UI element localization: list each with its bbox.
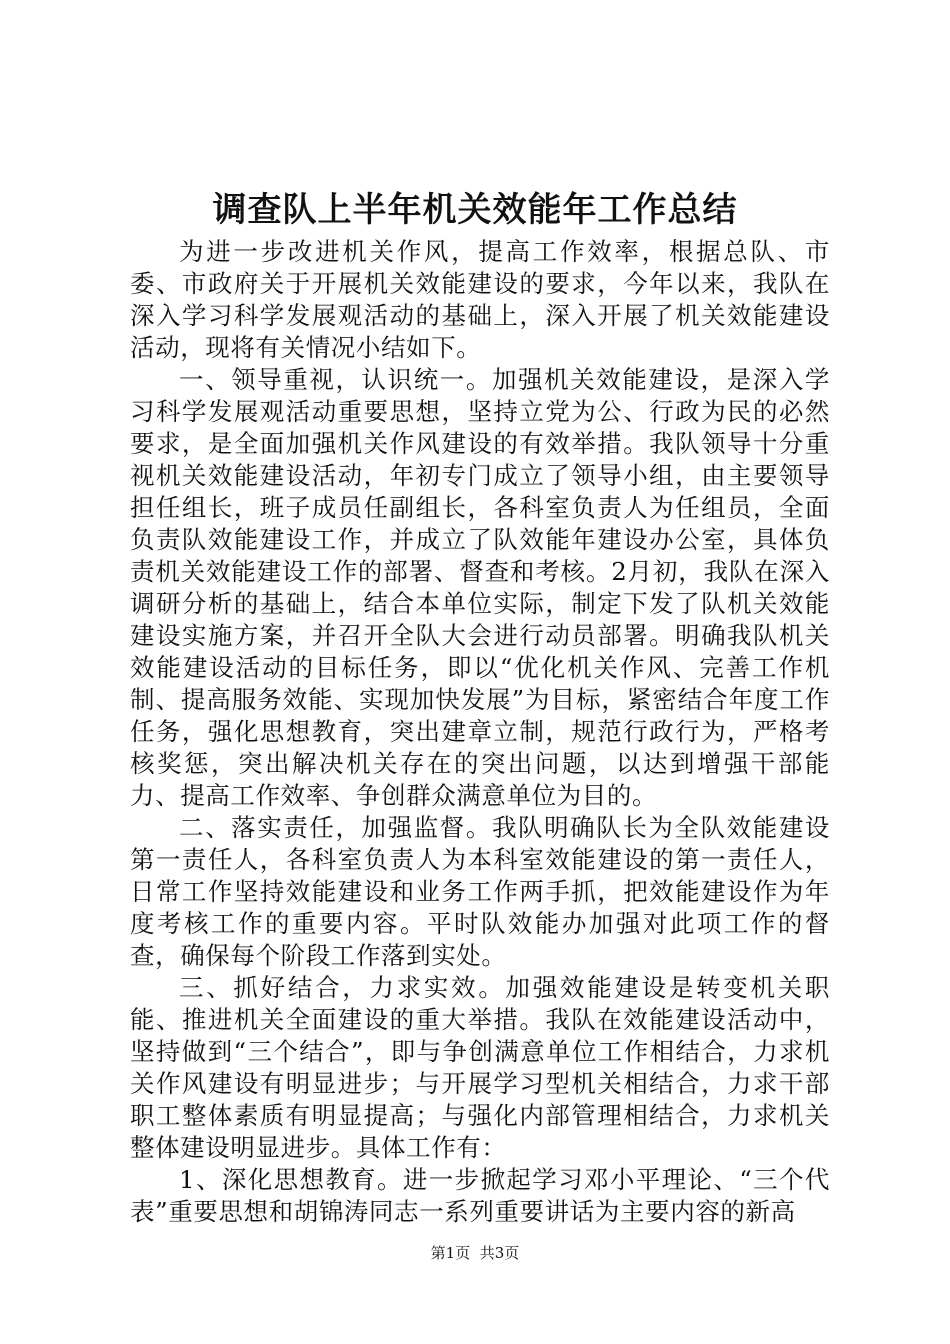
document-body [130,236,830,1228]
paragraph-item-1: 1、深化思想教育。进一步掀起学习邓小平理论、“三个代表”重要思想和胡锦涛同志一系列重要讲话为主要内容的新高 [130,1165,830,1226]
page-total: 共3页 [479,1244,520,1262]
paragraph-intro: 为进一步改进机关作风，提高工作效率，根据总队、市委、市政府关于开展机关效能建设的要求，今年以来，我队在深入学习科学发展观活动的基础上，深入开展了机关效能建设活动，现将有关情况小结如下。 [130,237,830,362]
page-footer [0,1243,950,1263]
paragraph-section-2: 二、落实责任，加强监督。我队明确队长为全队效能建设第一责任人，各科室负责人为本科室效能建设的第一责任人，日常工作坚持效能建设和业务工作两手抓，把效能建设作为年度考核工作的重要内容。平时队效能办加强对此项工作的督查，确保每个阶段工作落到实处。 [130,813,830,970]
page-number: 第1页 [430,1244,471,1262]
document-title: 调查队上半年机关效能年工作总结 [212,190,738,230]
paragraph-section-1: 一、领导重视，认识统一。加强机关效能建设，是深入学习科学发展观活动重要思想，坚持立党为公、行政为民的必然要求，是全面加强机关作风建设的有效举措。我队领导十分重视机关效能建设活动，年初专门成立了领导小组，由主要领导担任组长，班子成员任副组长，各科室负责人为任组员，全面负责队效能建设工作，并成立了队效能年建设办公室，具体负责机关效能建设工作的部署、督查和考核。2月初，我队在深入调研分析的基础上，结合本单位实际，制定下发了队机关效能建设实施方案，并召开全队大会进行动员部署。明确我队机关效能建设活动的目标任务，即以“优化机关作风、完善工作机制、提高服务效能、实现加快发展”为目标，紧密结合年度工作任务，强化思想教育，突出建章立制，规范行政行为，严格考核奖惩，突出解决机关存在的突出问题，以达到增强干部能力、提高工作效率、争创群众满意单位为目的。 [130,365,830,810]
paragraph-section-3: 三、抓好结合，力求实效。加强效能建设是转变机关职能、推进机关全面建设的重大举措。我队在效能建设活动中，坚持做到“三个结合”，即与争创满意单位工作相结合，力求机关作风建设有明显进步；与开展学习型机关相结合，力求干部职工整体素质有明显提高；与强化内部管理相结合，力求机关整体建设明显进步。具体工作有： [130,973,830,1162]
